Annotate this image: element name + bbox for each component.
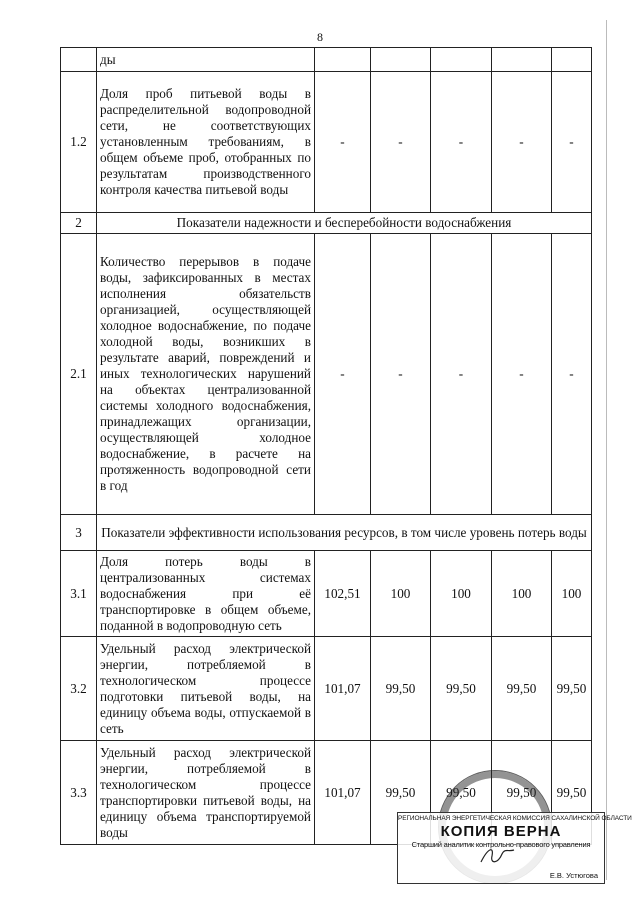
signature-icon <box>478 842 518 868</box>
row-description: Доля потерь воды в централизованных системах водоснабжения при её транспортировке в общем объеме, поданной в водопроводную сеть <box>97 551 315 637</box>
row-value: 99,50 <box>371 637 431 741</box>
row-value: - <box>552 72 592 213</box>
row-description: ды <box>97 48 315 72</box>
row-number: 3.2 <box>61 637 97 741</box>
row-number <box>61 48 97 72</box>
row-value: 99,50 <box>552 741 592 845</box>
row-value <box>552 48 592 72</box>
row-value: - <box>552 234 592 515</box>
table-row <box>61 48 592 72</box>
row-description: Удельный расход электрической энергии, потребляемой в технологическом процессе транспортировки питьевой воды, на единицу объема транспортируемой воды <box>97 741 315 845</box>
table-row <box>61 72 592 213</box>
row-value: - <box>315 234 371 515</box>
indicators-table <box>60 47 592 845</box>
section-title: Показатели надежности и бесперебойности водоснабжения <box>97 213 592 234</box>
row-number: 1.2 <box>61 72 97 213</box>
stamp-position: Старший аналитик контрольно-правового управления <box>411 840 591 849</box>
row-number: 3.3 <box>61 741 97 845</box>
stamp-title: КОПИЯ ВЕРНА <box>440 823 562 840</box>
stamp-organization: РЕГИОНАЛЬНАЯ ЭНЕРГЕТИЧЕСКАЯ КОМИССИЯ САХАЛИНСКОЙ ОБЛАСТИ <box>398 815 632 822</box>
row-value: 99,50 <box>431 741 492 845</box>
row-value: - <box>492 234 552 515</box>
scan-edge-line <box>606 20 607 880</box>
stamp-signer: Е.В. Устюгова <box>549 871 598 880</box>
table-row <box>61 551 592 637</box>
row-value: 102,51 <box>315 551 371 637</box>
row-value: 99,50 <box>371 741 431 845</box>
row-value: 101,07 <box>315 637 371 741</box>
row-value: 100 <box>371 551 431 637</box>
row-value <box>431 48 492 72</box>
row-description: Количество перерывов в подаче воды, зафиксированных в местах исполнения обязательств организацией, осуществляющей холодное водоснабжение, по подаче холодной воды, возникших в результате аварий, повреждений и иных технологических нарушений на объектах централизованной системы холодного водоснабжения, принадлежащих организации, осуществляющей холодное водоснабжение, в расчете на протяженность водопроводной сети в год <box>97 234 315 515</box>
row-value <box>371 48 431 72</box>
row-value: 99,50 <box>552 637 592 741</box>
row-description: Доля проб питьевой воды в распределительной водопроводной сети, не соответствующих установленным требованиям, в общем объеме проб, отобранных по результатам производственного контроля качества питьевой воды <box>97 72 315 213</box>
section-number: 2 <box>61 213 97 234</box>
row-value <box>492 48 552 72</box>
table-body <box>61 48 592 845</box>
row-value: 99,50 <box>492 741 552 845</box>
row-value: 99,50 <box>492 637 552 741</box>
section-row <box>61 515 592 551</box>
section-number: 3 <box>61 515 97 551</box>
row-value: 100 <box>552 551 592 637</box>
row-number: 2.1 <box>61 234 97 515</box>
row-value: - <box>371 234 431 515</box>
row-value: - <box>371 72 431 213</box>
row-number: 3.1 <box>61 551 97 637</box>
row-value: 99,50 <box>431 637 492 741</box>
row-value: 100 <box>431 551 492 637</box>
row-description: Удельный расход электрической энергии, потребляемой в технологическом процессе подготовки питьевой воды, на единицу объема воды, отпускаемой в сеть <box>97 637 315 741</box>
row-value <box>315 48 371 72</box>
section-row <box>61 213 592 234</box>
row-value: - <box>492 72 552 213</box>
row-value: - <box>431 72 492 213</box>
table-row <box>61 234 592 515</box>
row-value: 101,07 <box>315 741 371 845</box>
section-title: Показатели эффективности использования ресурсов, в том числе уровень потерь воды <box>97 515 592 551</box>
row-value: - <box>315 72 371 213</box>
row-value: - <box>431 234 492 515</box>
row-value: 100 <box>492 551 552 637</box>
table-row <box>61 637 592 741</box>
page-number: 8 <box>317 30 323 44</box>
